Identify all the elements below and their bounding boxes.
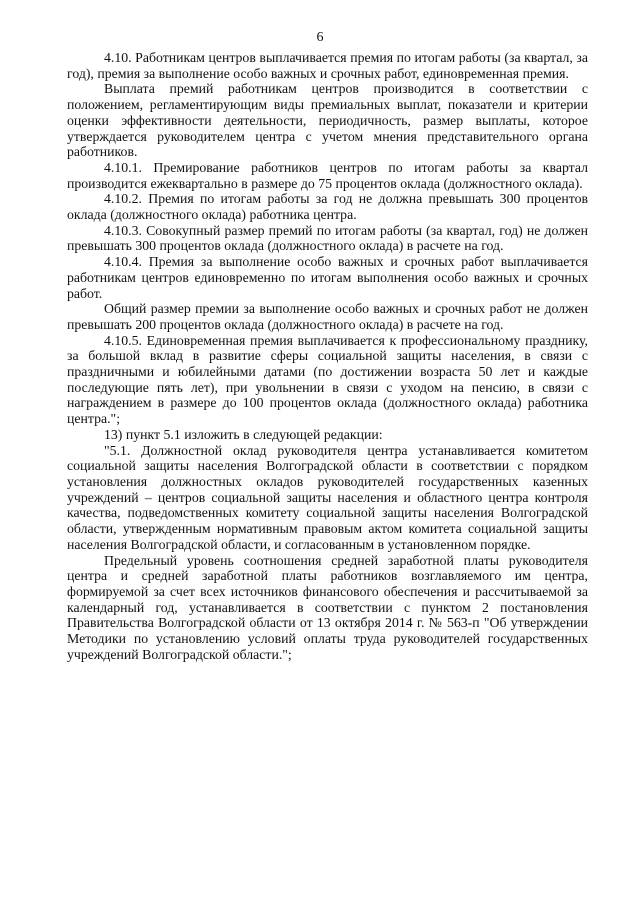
document-body	[67, 50, 588, 662]
paragraph-5-1: "5.1. Должностной оклад руководителя центра устанавливается комитетом социальной защиты населения Волгоградской области в соответствии с порядком установления должностных окладов руководителей государственных казенных учреждений – центров социальной защиты населения и областного центра контроля качества, подведомственных комитету социальной защиты населения Волгоградской области, утвержденным нормативным правовым актом комитета социальной защиты населения Волгоградской области, и согласованным в установленном порядке.	[67, 442, 588, 552]
page-number: 6	[316, 30, 324, 45]
paragraph-4-10-2: 4.10.2. Премия по итогам работы за год не должна превышать 300 процентов оклада (должностного оклада) работника центра.	[67, 191, 588, 223]
paragraph-4-10-1: 4.10.1. Премирование работников центров по итогам работы за квартал производится ежеквартально в размере до 75 процентов оклада (должностного оклада).	[67, 159, 588, 191]
paragraph-total-bonus: Общий размер премии за выполнение особо важных и срочных работ не должен превышать 200 процентов оклада (должностного оклада) в расчете на год.	[67, 301, 588, 332]
paragraph-item-13: 13) пункт 5.1 изложить в следующей редакции:	[104, 426, 383, 442]
paragraph-salary-ratio: Предельный уровень соотношения средней заработной платы руководителя центра и средней заработной платы работников возглавляемого им центра, формируемой за счет всех источников финансового обеспечения и рассчитываемой за календарный год, устанавливается в соответствии с пунктом 2 постановления Правительства Волгоградской области от 13 октября 2014 г. № 563-п "Об утверждении Методики по установлению условий оплаты труда руководителей государственных учреждений Волгоградской области.";	[67, 552, 588, 662]
paragraph-4-10-4: 4.10.4. Премия за выполнение особо важных и срочных работ выплачивается работникам центров единовременно по итогам выполнения особо важных и срочных работ.	[67, 254, 588, 301]
paragraph-bonus-payment: Выплата премий работникам центров производится в соответствии с положением, регламентирующим виды премиальных выплат, показатели и критерии оценки эффективности деятельности, периодичность, размер выплаты, которое утверждается руководителем центра с учетом мнения представительного органа работников.	[67, 81, 588, 160]
paragraph-4-10-5: 4.10.5. Единовременная премия выплачивается к профессиональному празднику, за большой вклад в развитие сферы социальной защиты населения, в связи с праздничными и юбилейными датами (по достижении возраста 50 лет и каждые последующие пять лет), при увольнении в связи с уходом на пенсию, в связи с награждением в размере до 100 процентов оклада (должностного оклада) работника центра.";	[67, 332, 588, 427]
paragraph-4-10: 4.10. Работникам центров выплачивается премия по итогам работы (за квартал, за год), премия за выполнение особо важных и срочных работ, единовременная премия.	[67, 50, 588, 81]
paragraph-4-10-3: 4.10.3. Совокупный размер премий по итогам работы (за квартал, год) не должен превышать 300 процентов оклада (должностного оклада) в расчете на год.	[67, 222, 588, 254]
